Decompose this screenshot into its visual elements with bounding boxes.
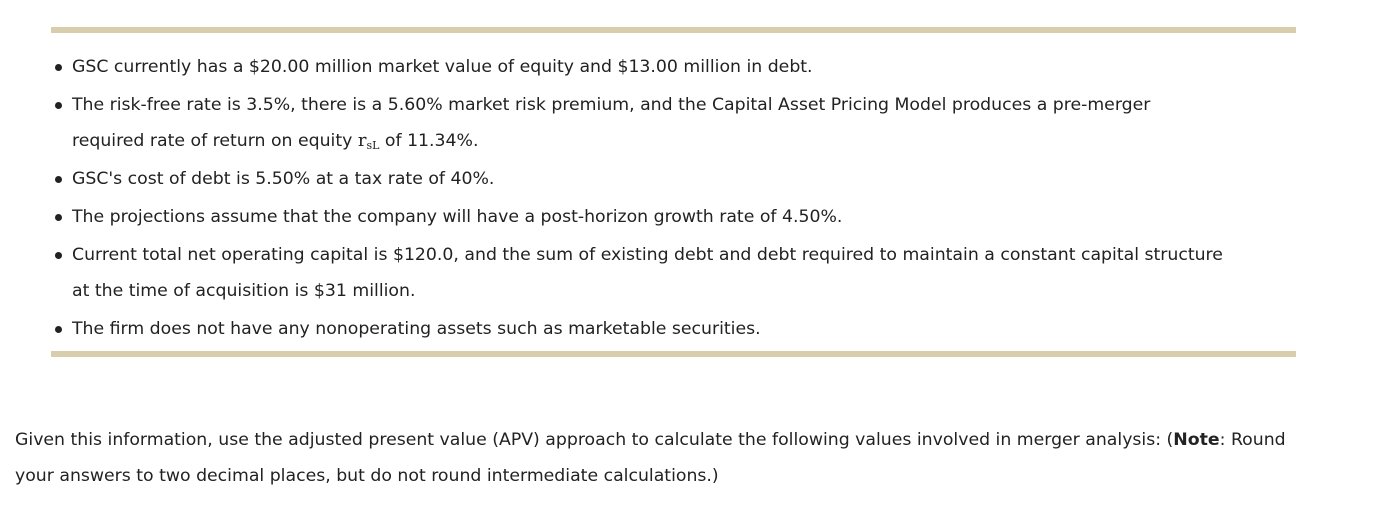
fact-text: at the time of acquisition is $31 million. (72, 281, 416, 301)
variable-subscript: sL (366, 139, 380, 152)
note-label: Note (1173, 430, 1220, 450)
bullet-icon (55, 176, 62, 183)
list-item (51, 237, 1296, 309)
instructions-text: : Round (1219, 430, 1286, 450)
bullet-icon (55, 102, 62, 109)
bullet-icon (55, 214, 62, 221)
fact-text: The projections assume that the company will have a post-horizon growth rate of 4.50%. (72, 207, 843, 227)
fact-text: The firm does not have any nonoperating assets such as marketable securities. (72, 319, 761, 339)
list-item (51, 49, 1296, 85)
bullet-icon (55, 64, 62, 71)
fact-text: required rate of return on equity (72, 131, 358, 151)
list-item (51, 161, 1296, 197)
fact-text: GSC currently has a $20.00 million market value of equity and $13.00 million in debt. (72, 57, 813, 77)
list-item (51, 199, 1296, 235)
fact-text: The risk-free rate is 3.5%, there is a 5.60% market risk premium, and the Capital Asset Pricing Model produces a pre-merger (72, 95, 1151, 115)
bullet-icon (55, 252, 62, 259)
variable-base: r (357, 130, 367, 151)
list-item (51, 311, 1296, 347)
bullet-icon (55, 326, 62, 333)
fact-text: Current total net operating capital is $120.0, and the sum of existing debt and debt required to maintain a constant capital structure (72, 245, 1223, 265)
instructions-paragraph (15, 422, 1370, 494)
fact-text: of 11.34%. (379, 131, 479, 151)
assumptions-box (51, 27, 1296, 357)
fact-text: GSC's cost of debt is 5.50% at a tax rate of 40%. (72, 169, 495, 189)
instructions-text: your answers to two decimal places, but do not round intermediate calculations.) (15, 466, 719, 486)
list-item (51, 87, 1296, 159)
variable-rsl (358, 130, 380, 151)
assumptions-list (51, 49, 1296, 349)
instructions-text: Given this information, use the adjusted present value (APV) approach to calculate the following values involved in merger analysis: ( (15, 430, 1174, 450)
